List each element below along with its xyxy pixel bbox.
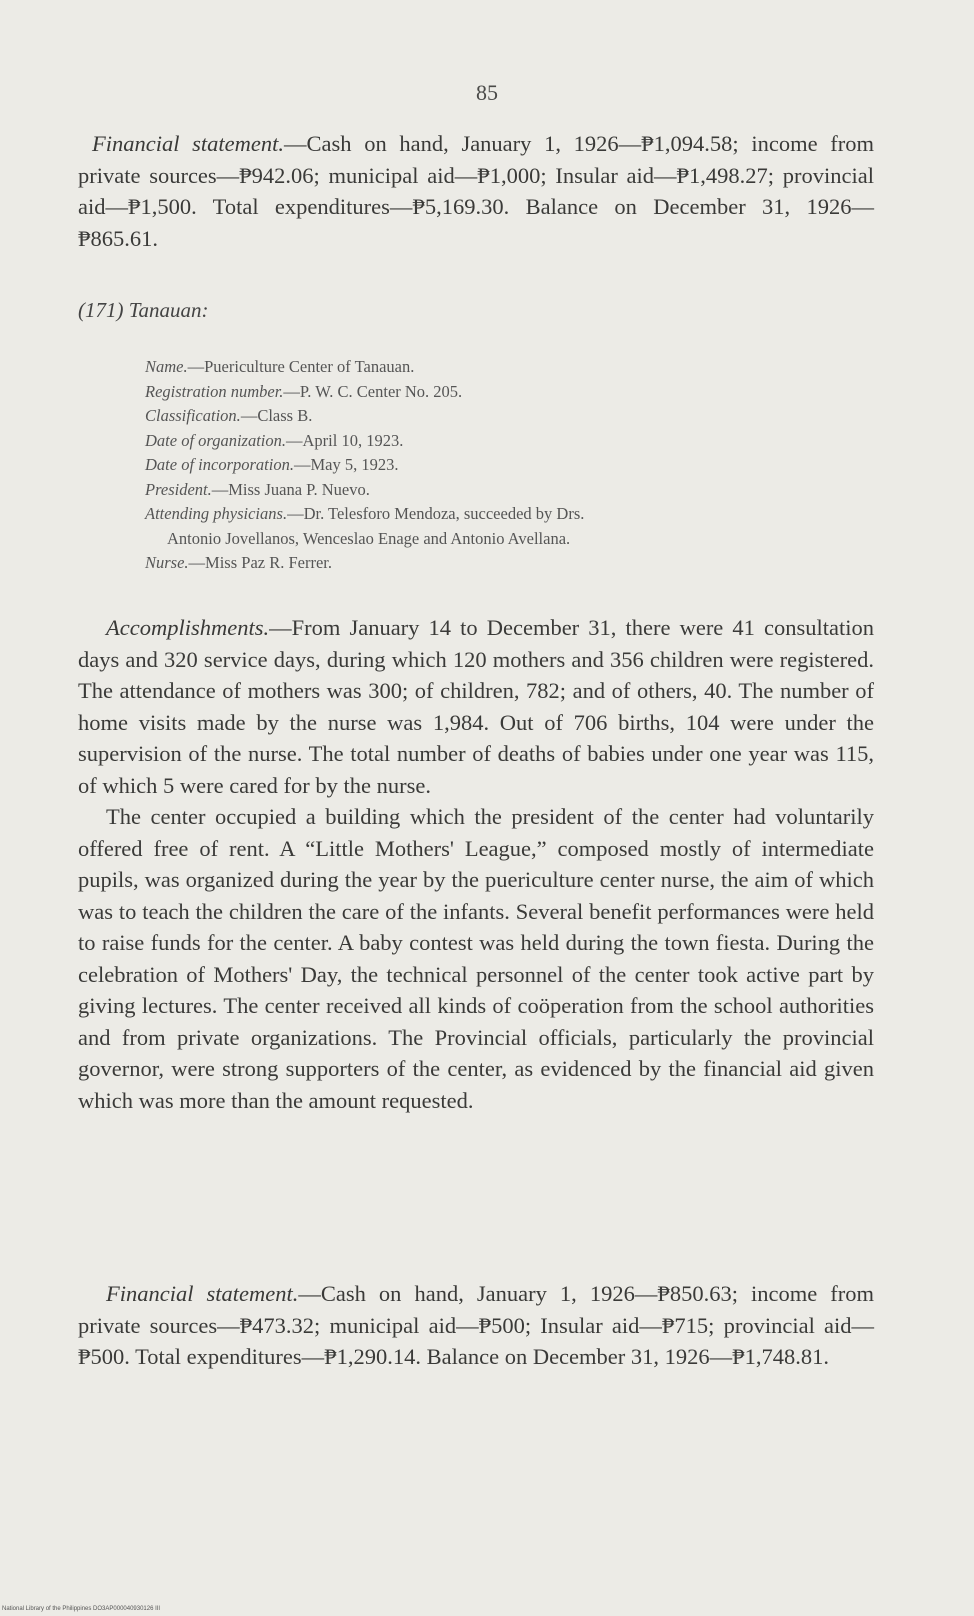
detail-physicians-continued: Antonio Jovellanos, Wenceslao Enage and Antonio Avellana. bbox=[167, 528, 571, 548]
detail-label: Classification. bbox=[145, 406, 241, 425]
accomplishments-paragraph-2: The center occupied a building which the president of the center had voluntarily offered free of rent. A “Little Mothers' League,” composed mostly of intermediate pupils, was organized during the year by the puericulture center nurse, the aim of which was to teach the children the care of the infants. Several benefit performances were held to raise funds for the center. A baby contest was held during the town fiesta. During the celebration of Mothers' Day, the technical personnel of the center took active part by giving lectures. The center received all kinds of coöperation from the school authorities and from private organizations. The Provincial officials, particularly the provincial governor, were strong supporters of the center, as evidenced by the financial aid given which was more than the amount requested. bbox=[78, 804, 874, 1113]
detail-label: Date of incorporation. bbox=[145, 455, 294, 474]
detail-value: —May 5, 1923. bbox=[293, 455, 399, 474]
detail-president bbox=[145, 478, 880, 503]
detail-label: Date of organization. bbox=[145, 430, 287, 450]
detail-incorporation-date bbox=[145, 453, 880, 478]
detail-label: Name. bbox=[145, 357, 188, 376]
detail-physicians bbox=[145, 502, 880, 527]
financial-label: Financial statement. bbox=[92, 131, 285, 156]
detail-value: —Dr. Telesforo Mendoza, succeeded by Drs. bbox=[287, 504, 585, 523]
financial-statement-1 bbox=[78, 128, 874, 254]
detail-value: —P. W. C. Center No. 205. bbox=[283, 381, 463, 401]
section-name: Tanauan: bbox=[128, 298, 209, 322]
detail-label: President. bbox=[145, 479, 212, 499]
financial-label: Financial statement. bbox=[106, 1281, 299, 1306]
financial-paragraph-2 bbox=[78, 1278, 874, 1373]
detail-value: —April 10, 1923. bbox=[286, 430, 404, 450]
detail-organization-date bbox=[145, 429, 880, 454]
accomplishments-section bbox=[78, 612, 874, 1116]
detail-nurse bbox=[145, 551, 880, 576]
detail-value: —Puericulture Center of Tanauan. bbox=[187, 357, 415, 376]
detail-value: —Miss Paz R. Ferrer. bbox=[188, 553, 332, 572]
financial-paragraph-1 bbox=[78, 128, 874, 254]
page-number: 85 bbox=[476, 80, 498, 105]
financial-text: —Cash on hand, January 1, 1926—₱850.63; income from private sources—₱473.32; municipal aid—₱500; Insular aid—₱715; provincial aid—₱500. Total expenditures—₱1,290.14. Balance on December 31, 1926—₱1,748.81. bbox=[78, 1281, 875, 1369]
detail-value: —Class B. bbox=[240, 406, 313, 425]
detail-label: Attending physicians. bbox=[145, 504, 288, 523]
accomplishments-text: —From January 14 to December 31, there were 41 consultation days and 320 service days, during which 120 mothers and 356 children were registered. The attendance of mothers was 300; of children, 782; and of others, 40. The number of home visits made by the nurse was 1,984. Out of 706 births, 104 were under the supervision of the nurse. The total number of deaths of babies under one year was 115, of which 5 were cared for by the nurse. bbox=[78, 615, 874, 798]
detail-registration bbox=[145, 380, 880, 405]
scan-footer: National Library of the Philippines DO3AP000040930126 III bbox=[2, 1606, 161, 1612]
accomplishments-label: Accomplishments. bbox=[106, 615, 270, 640]
financial-statement-2 bbox=[78, 1278, 874, 1373]
section-heading bbox=[78, 298, 209, 323]
section-number: (171) bbox=[78, 298, 124, 322]
detail-label: Nurse. bbox=[145, 553, 189, 572]
financial-text: —Cash on hand, January 1, 1926—₱1,094.58; income from private sources—₱942.06; municipal aid—₱1,000; Insular aid—₱1,498.27; provincial aid—₱1,500. Total expenditures—₱5,169.30. Balance on December 31, 1926—₱865.61. bbox=[78, 131, 875, 251]
detail-value: —Miss Juana P. Nuevo. bbox=[211, 479, 370, 499]
center-details bbox=[145, 355, 880, 576]
detail-name bbox=[145, 355, 880, 380]
detail-label: Registration number. bbox=[145, 381, 284, 401]
detail-classification bbox=[145, 404, 880, 429]
accomplishments-paragraph-1 bbox=[78, 612, 874, 801]
